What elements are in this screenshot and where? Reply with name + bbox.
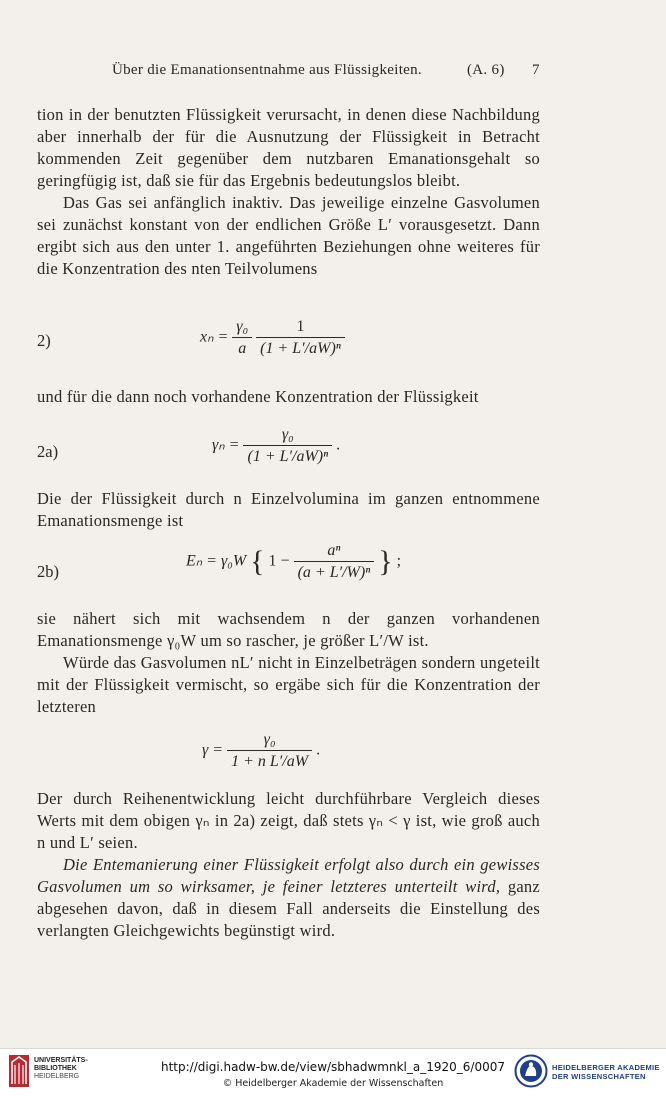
equation-2-fraction-2: $\frac{1}{\text{(1 + L′/aW)ⁿ}}$ — [256, 318, 345, 358]
page-number: 7 — [532, 62, 540, 78]
section-label: (A. 6) — [467, 62, 505, 78]
paragraph-3: und für die dann noch vorhandene Konzentration der Flüssigkeit — [37, 387, 479, 406]
equation-2b: Eₙ = γ₀W { 1 − $\frac{\text{aⁿ}}{\text{(a + L′/W)ⁿ}}$ } ; — [186, 542, 402, 581]
paragraph-8-rest: ganz abgesehen davon, daß in diesem Fall anderseits die Einstellung des verlangten Gleichgewichts begünstigt wird. — [37, 877, 540, 940]
equation-3-fraction: $\frac{\text{γ₀}}{\text{1 + n L′/aW}}$ — [227, 731, 312, 771]
running-title: Über die Emanationsentnahme aus Flüssigkeiten. — [112, 62, 422, 78]
equation-3-lhs: γ = — [202, 741, 224, 759]
equation-2a-lhs: γₙ = — [212, 436, 240, 454]
paragraph-5: sie nähert sich mit wachsendem n der ganzen vorhandenen Emanationsmenge γ₀W um so rascher, je größer L′/W ist. — [37, 609, 540, 650]
equation-2b-label: 2b) — [37, 562, 59, 581]
paragraph-4-block — [37, 488, 540, 532]
paragraph-2: Das Gas sei anfänglich inaktiv. Das jeweilige einzelne Gasvolumen sei zunächst konstant von der endlichen Größe L′ vorausgesetzt. Dann ergibt sich aus den unter 1. angeführten Beziehungen ohne weiteres für die Konzentration des nten Teilvolumens — [37, 193, 540, 278]
equation-2-label: 2) — [37, 331, 51, 350]
paragraph-4: Die der Flüssigkeit durch n Einzelvolumina im ganzen entnommene Emanationsmenge ist — [37, 489, 540, 530]
paragraph-3-block — [37, 386, 540, 408]
paragraph-5-6-block — [37, 608, 540, 718]
equation-2b-fraction: $\frac{\text{aⁿ}}{\text{(a + L′/W)ⁿ}}$ — [294, 542, 375, 582]
paragraph-8 — [37, 854, 540, 942]
paragraph-1: tion in der benutzten Flüssigkeit verursacht, in denen diese Nachbildung aber innerhalb der für die Ausnutzung der Flüssigkeit in Betracht kommenden Zeit gegenüber dem nutzbaren Emanationsgehalt so geringfügig ist, daß sie für das Ergebnis bedeutungslos bleibt. — [37, 105, 540, 190]
academy-logo-icon — [514, 1054, 548, 1088]
permalink-url[interactable]: http://digi.hadw-bw.de/view/sbhadwmnkl_a_1920_6/0007 — [160, 1060, 505, 1074]
equation-2b-lhs: Eₙ = γ₀W — [186, 552, 247, 570]
paragraph-1-block — [37, 104, 540, 280]
paragraph-7-8-block — [37, 788, 540, 942]
copyright-notice: © Heidelberger Akademie der Wissenschaften — [222, 1078, 444, 1089]
equation-2a-fraction: $\frac{\text{γ₀}}{\text{(1 + L′/aW)ⁿ}}$ — [243, 426, 332, 466]
university-library-name: UNIVERSITÄTS- BIBLIOTHEK HEIDELBERG — [34, 1057, 88, 1080]
equation-2-fraction-1: $\frac{\text{γ₀}}{a}$ — [232, 318, 252, 358]
academy-name: HEIDELBERGER AKADEMIE DER WISSENSCHAFTEN — [552, 1063, 660, 1081]
equation-2-lhs: xₙ = — [200, 328, 229, 346]
equation-3: γ = $\frac{\text{γ₀}}{\text{1 + n L′/aW}}$ . — [202, 731, 321, 770]
equation-2a-label: 2a) — [37, 442, 59, 461]
paragraph-8-italic: Die Entemanierung einer Flüssigkeit erfolgt also durch ein gewisses Gasvolumen um so wirksamer, je feiner letzteres unterteilt wird, — [37, 855, 540, 896]
equation-2a: γₙ = $\frac{\text{γ₀}}{\text{(1 + L′/aW)ⁿ}}$ . — [212, 426, 341, 465]
page-header — [0, 62, 666, 82]
paragraph-6: Würde das Gasvolumen nL′ nicht in Einzelbeträgen sondern ungeteilt mit der Flüssigkeit vermischt, so ergäbe sich für die Konzentration der letzteren — [37, 653, 540, 716]
paragraph-7: Der durch Reihenentwicklung leicht durchführbare Vergleich dieses Werts mit dem obigen γₙ in 2a) zeigt, daß stets γₙ < γ ist, wie groß auch n und L′ seien. — [37, 789, 540, 852]
equation-2 — [200, 318, 345, 358]
